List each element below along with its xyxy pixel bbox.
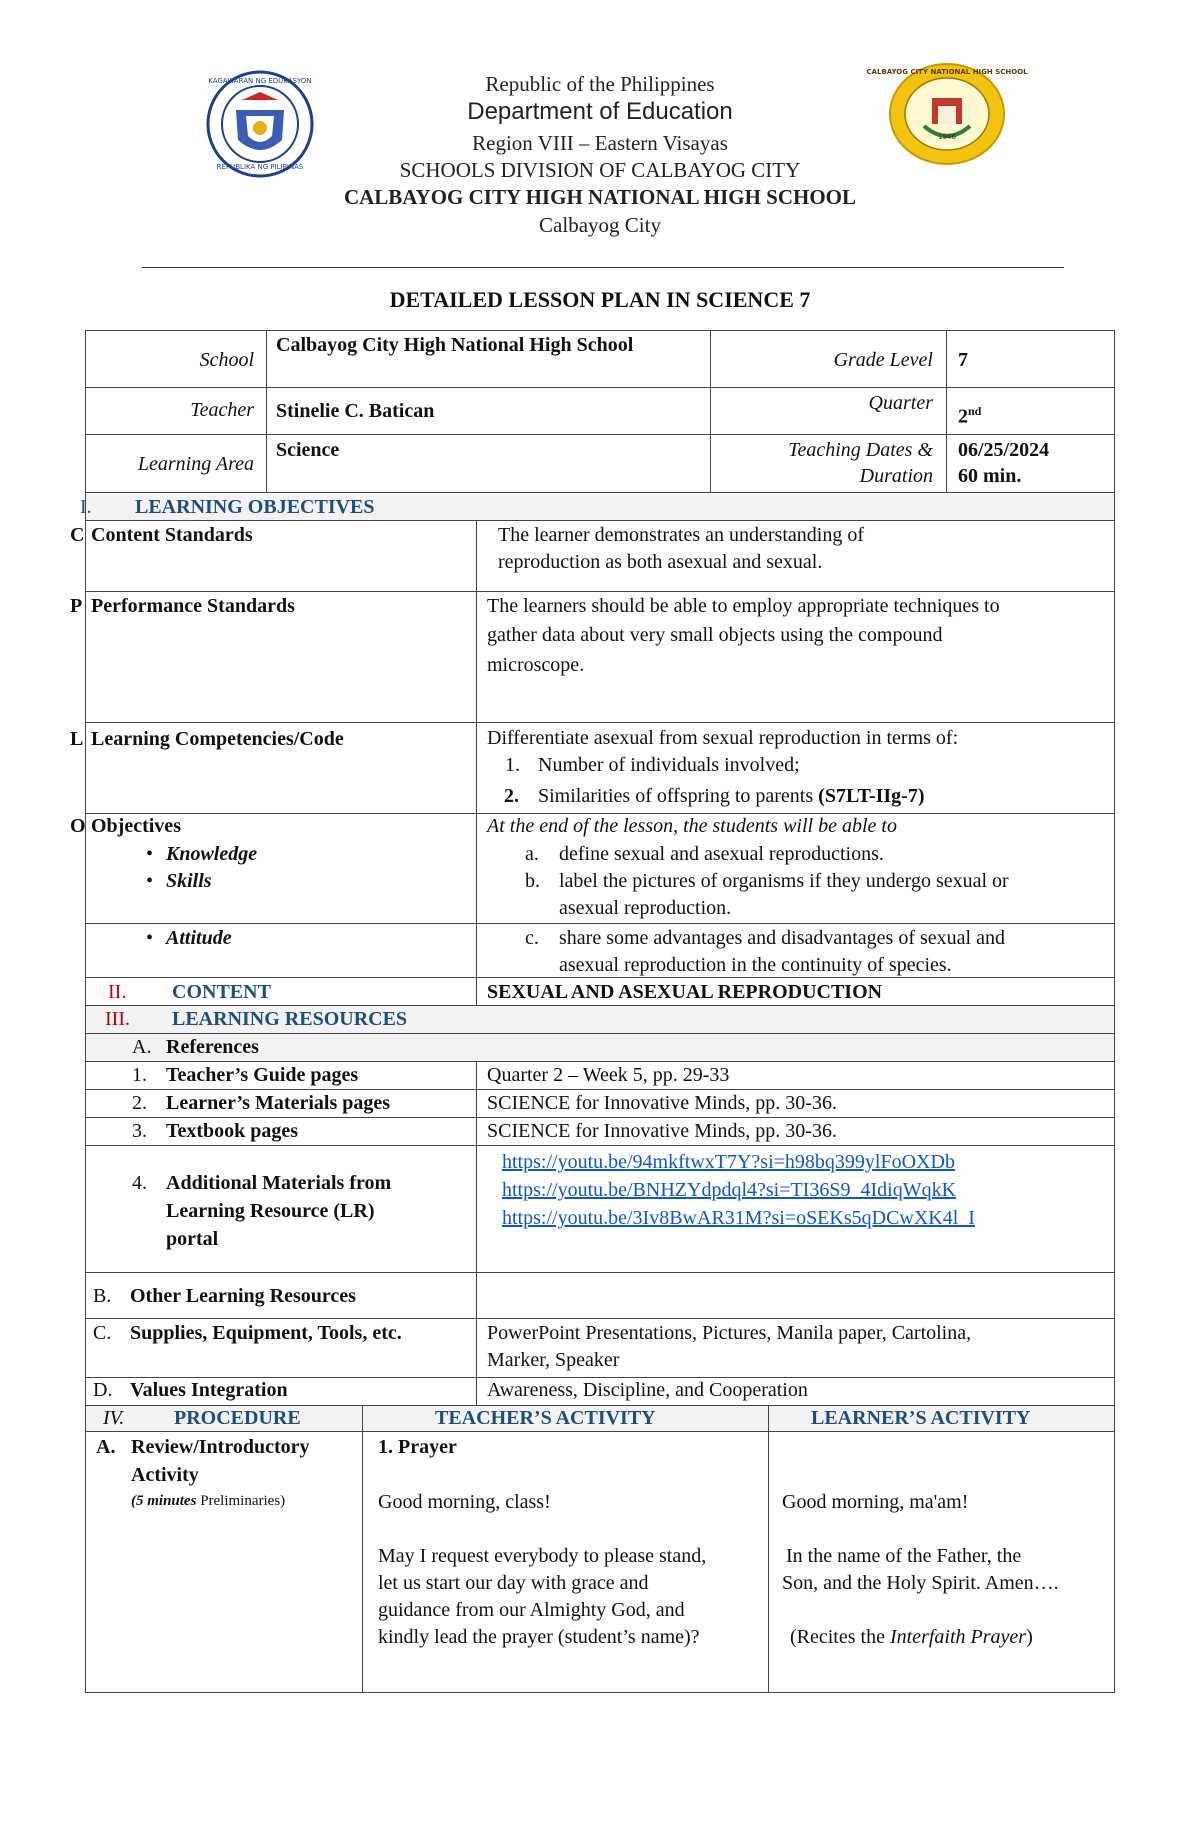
obj-b-text-line2: asexual reproduction. <box>559 897 732 919</box>
cs-text-line2: reproduction as both asexual and sexual. <box>498 551 823 573</box>
references-letter: A. <box>132 1036 152 1058</box>
row-divider <box>85 1145 1115 1146</box>
teacher-greeting: Good morning, class! <box>378 1491 551 1513</box>
row-divider <box>85 722 1115 723</box>
r1-label: Teacher’s Guide pages <box>166 1064 359 1086</box>
learner-response-line2: Son, and the Holy Spirit. Amen…. <box>782 1572 1059 1594</box>
values-value: Awareness, Discipline, and Cooperation <box>487 1379 808 1401</box>
teacher-value: Stinelie C. Batican <box>276 400 435 422</box>
header-divider <box>142 267 1064 268</box>
col-divider <box>768 1405 769 1693</box>
r2-value: SCIENCE for Innovative Minds, pp. 30-36. <box>487 1092 837 1114</box>
cs-label: Content Standards <box>91 524 253 546</box>
r4-label-line2: Learning Resource (LR) <box>166 1200 375 1222</box>
obj-a-text: define sexual and asexual reproductions. <box>559 843 884 865</box>
r1-num: 1. <box>132 1064 147 1086</box>
r4-label-line1: Additional Materials from <box>166 1172 392 1194</box>
svg-text:REPUBLIKA NG PILIPINAS: REPUBLIKA NG PILIPINAS <box>216 163 304 171</box>
supplies-letter: C. <box>93 1322 112 1344</box>
attitude-bullet: • <box>146 927 154 949</box>
area-value: Science <box>276 439 340 461</box>
content-numeral: II. <box>108 981 127 1003</box>
teacher-request-line1: May I request everybody to please stand, <box>378 1545 707 1567</box>
duration-value: 60 min. <box>958 465 1022 487</box>
r3-num: 3. <box>132 1120 147 1142</box>
ps-label: Performance Standards <box>91 595 295 617</box>
r2-label: Learner’s Materials pages <box>166 1092 391 1114</box>
learner-greeting: Good morning, ma'am! <box>782 1491 969 1513</box>
ps-text-line3: microscope. <box>487 654 585 676</box>
info-row-divider <box>85 434 1115 435</box>
lc-item1-num: 1. <box>505 754 520 776</box>
other-resources-label: Other Learning Resources <box>130 1285 356 1307</box>
skills-bullet: • <box>146 870 154 892</box>
row-divider <box>85 1318 1115 1319</box>
knowledge-bullet: • <box>146 843 154 865</box>
document-title: DETAILED LESSON PLAN IN SCIENCE 7 <box>389 287 811 312</box>
r3-label: Textbook pages <box>166 1120 299 1142</box>
review-label-line1: Review/Introductory <box>131 1436 310 1458</box>
row-divider <box>85 591 1115 592</box>
date-value: 06/25/2024 <box>958 439 1050 461</box>
review-label-line2: Activity <box>131 1464 199 1486</box>
content-value: SEXUAL AND ASEXUAL REPRODUCTION <box>487 981 883 1003</box>
lc-item1: Number of individuals involved; <box>538 754 800 776</box>
learner-response-line1: In the name of the Father, the <box>786 1545 1022 1567</box>
resources-heading: LEARNING RESOURCES <box>172 1008 408 1030</box>
teacher-label: Teacher <box>190 399 254 421</box>
header-city: Calbayog City <box>539 213 661 237</box>
header-region: Region VIII – Eastern Visayas <box>472 131 728 155</box>
review-letter: A. <box>96 1436 116 1458</box>
ps-letter: P <box>70 595 83 617</box>
dates-label-line2: Duration <box>859 465 933 487</box>
video-link-1[interactable]: https://youtu.be/94mkftwxT7Y?si=h98bq399ylFoOXDb <box>502 1151 955 1173</box>
supplies-value-line2: Marker, Speaker <box>487 1349 620 1371</box>
lc-label: Learning Competencies/Code <box>91 728 344 750</box>
header-division: SCHOOLS DIVISION OF CALBAYOG CITY <box>399 158 801 182</box>
r3-value: SCIENCE for Innovative Minds, pp. 30-36. <box>487 1120 837 1142</box>
ps-text-line2: gather data about very small objects using the compound <box>487 624 943 646</box>
col-divider <box>362 1405 363 1693</box>
svg-text:1946: 1946 <box>938 133 956 141</box>
header-republic: Republic of the Philippines <box>485 72 715 96</box>
col-divider <box>476 520 477 1005</box>
header-department: Department of Education <box>467 98 733 125</box>
grade-label: Grade Level <box>833 349 933 371</box>
video-link-2[interactable]: https://youtu.be/BNHZYdpdql4?si=TI36S9_4IdiqWqkK <box>502 1179 957 1201</box>
r2-num: 2. <box>132 1092 147 1114</box>
school-label: School <box>199 349 254 371</box>
obj-c-num: c. <box>525 927 539 949</box>
obj-label: Objectives <box>91 815 181 837</box>
svg-text:CALBAYOG CITY NATIONAL HIGH SC: CALBAYOG CITY NATIONAL HIGH SCHOOL <box>866 68 1028 76</box>
attitude-label: Attitude <box>166 927 232 949</box>
teacher-request-line4: kindly lead the prayer (student’s name)? <box>378 1626 700 1648</box>
teacher-activity-heading: TEACHER’S ACTIVITY <box>435 1407 656 1429</box>
procedure-numeral: IV. <box>103 1407 125 1429</box>
row-divider <box>85 923 1115 924</box>
resources-numeral: III. <box>105 1008 130 1030</box>
obj-intro: At the end of the lesson, the students will be able to <box>487 815 897 837</box>
prayer-title: 1. Prayer <box>378 1436 457 1458</box>
knowledge-label: Knowledge <box>166 843 258 865</box>
objectives-heading: LEARNING OBJECTIVES <box>135 496 375 518</box>
school-value: Calbayog City High National High School <box>276 334 634 356</box>
objectives-numeral: I. <box>80 496 92 518</box>
col-divider <box>476 1061 477 1405</box>
lc-item2: Similarities of offspring to parents (S7LT-IIg-7) <box>538 785 925 807</box>
references-label: References <box>166 1036 259 1058</box>
skills-label: Skills <box>166 870 212 892</box>
learner-recites: (Recites the Interfaith Prayer) <box>790 1626 1033 1648</box>
obj-b-text-line1: label the pictures of organisms if they undergo sexual or <box>559 870 1009 892</box>
other-resources-letter: B. <box>93 1285 112 1307</box>
obj-c-text-line1: share some advantages and disadvantages of sexual and <box>559 927 1005 949</box>
info-col-divider <box>710 330 711 493</box>
teacher-request-line3: guidance from our Almighty God, and <box>378 1599 685 1621</box>
ps-text-line1: The learners should be able to employ appropriate techniques to <box>487 595 1000 617</box>
lc-item2-num: 2. <box>504 785 519 807</box>
grade-value: 7 <box>958 349 968 371</box>
info-col-divider <box>266 330 267 493</box>
info-col-divider <box>946 330 947 493</box>
review-note: (5 minutes Preliminaries) <box>131 1493 286 1509</box>
values-letter: D. <box>93 1379 113 1401</box>
content-label: CONTENT <box>172 981 271 1003</box>
area-label: Learning Area <box>137 453 254 475</box>
learner-activity-heading: LEARNER’S ACTIVITY <box>811 1407 1031 1429</box>
quarter-label: Quarter <box>868 392 933 414</box>
obj-a-num: a. <box>525 843 539 865</box>
r4-num: 4. <box>132 1172 147 1194</box>
svg-text:KAGAWARAN NG EDUKASYON: KAGAWARAN NG EDUKASYON <box>208 77 312 85</box>
lc-letter: L <box>70 728 84 750</box>
row-divider <box>85 1272 1115 1273</box>
quarter-value: 2nd <box>958 404 982 428</box>
cs-letter: C <box>70 524 85 546</box>
values-label: Values Integration <box>130 1379 288 1401</box>
obj-c-text-line2: asexual reproduction in the continuity of species. <box>559 954 952 976</box>
supplies-value-line1: PowerPoint Presentations, Pictures, Manila paper, Cartolina, <box>487 1322 972 1344</box>
r4-label-line3: portal <box>166 1228 219 1250</box>
supplies-label: Supplies, Equipment, Tools, etc. <box>130 1322 402 1344</box>
cs-text-line1: The learner demonstrates an understanding of <box>498 524 864 546</box>
lc-intro: Differentiate asexual from sexual reproduction in terms of: <box>487 727 959 749</box>
dates-label-line1: Teaching Dates & <box>788 439 933 461</box>
header-school: CALBAYOG CITY HIGH NATIONAL HIGH SCHOOL <box>343 185 857 209</box>
r1-value: Quarter 2 – Week 5, pp. 29-33 <box>487 1064 730 1086</box>
procedure-label: PROCEDURE <box>174 1407 301 1429</box>
video-link-3[interactable]: https://youtu.be/3Iv8BwAR31M?si=oSEKs5qDCwXK4l_I <box>502 1207 975 1229</box>
obj-b-num: b. <box>525 870 540 892</box>
teacher-request-line2: let us start our day with grace and <box>378 1572 649 1594</box>
info-row-divider <box>85 387 1115 388</box>
obj-letter: O <box>70 815 86 837</box>
